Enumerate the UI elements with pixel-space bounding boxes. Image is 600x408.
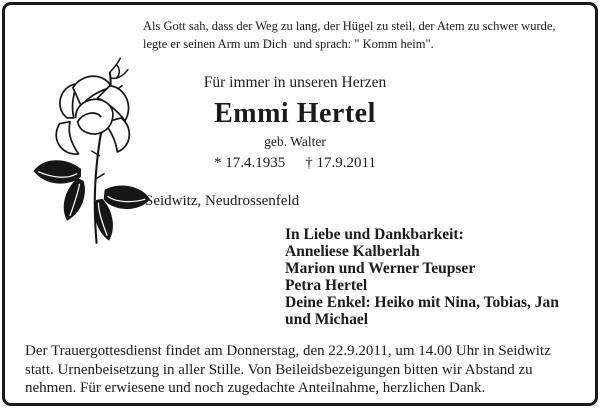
service-info-line-3: nehmen. Für erwiesene und noch zugedachte Anteilnahme, herzlichen Dank. [25,380,486,396]
mourner-name: Petra Hertel [285,277,368,294]
quote-line-1: Als Gott sah, dass der Weg zu lang, der Hügel zu steil, der Atem zu schwer wurde, [143,19,556,33]
death-date: † 17.9.2011 [305,155,376,171]
deceased-name: Emmi Hertel [214,98,376,129]
mourners-intro: In Liebe und Dankbarkeit: [285,226,464,243]
birth-date: * 17.4.1935 [214,155,286,171]
mourners-list [285,226,559,328]
quote-line-2: legte er seinen Arm um Dich und sprach: " Komm heim". [143,37,434,51]
service-info-line-2: statt. Urnenbeisetzung in aller Stille. Von Beileidsbezeigungen bitten wir Abstand zu [25,361,533,378]
maiden-name: geb. Walter [264,134,326,149]
life-dates [0,155,590,172]
mourner-name: und Michael [285,311,369,328]
service-info [25,342,551,398]
service-info-line-1: Der Trauergottesdienst findet am Donnerstag, den 22.9.2011, um 14.00 Uhr in Seidwitz [25,343,551,359]
opening-quote [143,17,556,53]
place-line: Seidwitz, Neudrossenfeld [145,193,300,209]
mourner-name: Deine Enkel: Heiko mit Nina, Tobias, Jan [285,294,559,311]
memorial-phrase: Für immer in unseren Herzen [203,74,387,91]
mourner-name: Marion und Werner Teupser [285,260,476,277]
mourner-name: Anneliese Kalberlah [285,243,420,260]
